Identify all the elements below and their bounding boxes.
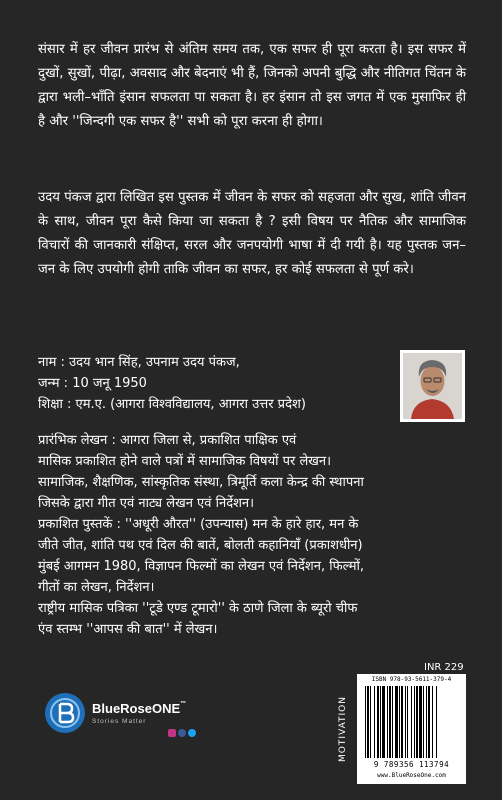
price-label: INR 229 <box>424 662 464 673</box>
author-birth: जन्म : 10 जनू 1950 <box>38 376 147 391</box>
category-label: MOTIVATION <box>338 695 349 763</box>
author-education: शिक्षा : एम.ए. (आगरा विश्वविद्यालय, आगरा उत्तर प्रदेश) <box>38 397 306 412</box>
twitter-icon <box>188 729 196 737</box>
isbn-text: ISBN 978-93-5611-379-4 <box>371 676 452 683</box>
bio-line: प्रकाशित पुस्तकें : ''अधूरी औरत'' (उपन्यास) मन के हारे हार, मन के <box>38 517 359 532</box>
bio-line: जिसके द्वारा गीत एवं नाट्य लेखन एवं निर्देशन। <box>38 496 255 511</box>
author-photo <box>400 350 465 422</box>
publisher-name: BlueRoseONE™ <box>92 701 187 716</box>
publisher-logo <box>44 692 234 740</box>
bio-line: मुंबई आगमन 1980, विज्ञापन फिल्मों का लेखन एवं निर्देशन, फिल्मों, <box>38 559 364 574</box>
instagram-icon <box>168 729 176 737</box>
website-url: www.BlueRoseOne.com <box>377 772 446 779</box>
bio-line: सामाजिक, शैक्षणिक, सांस्कृतिक संस्था, त्रिमूर्ति कला केन्द्र की स्थापना <box>38 475 364 490</box>
barcode <box>365 686 458 758</box>
bio-line: जीते जीत, शांति पथ एवं दिल की बातें, बोलती कहानियाँ (प्रकाशधीन) <box>38 538 363 553</box>
bio-line: राष्ट्रीय मासिक पत्रिका ''टूडे एण्ड टूमारो'' के ठाणे जिला के ब्यूरो चीफ <box>38 601 358 616</box>
bluerose-logo-icon <box>44 692 86 734</box>
bio-line: मासिक प्रकाशित होने वाले पत्रों में सामाजिक विषयों पर लेखन। <box>38 454 332 469</box>
publisher-tagline: Stories Matter <box>92 718 147 725</box>
blurb-paragraph-1: संसार में हर जीवन प्रारंभ से अंतिम समय तक, एक सफर ही पूरा करता है। इस सफर में दुखों, सुखों, पीढ़ा, अवसाद और बेदनाएं भी हैं, जिनको अपनी बुद्धि और नीतिगत चिंतन के द्वारा भली–भाँति इंसान सफलता पा सकता है। हर इंसान तो इस जगत में एक मुसाफिर ही है और ''जिन्दगी एक सफर है'' सभी को पूरा करना ही होगा। <box>38 42 466 129</box>
author-name: नाम : उदय भान सिंह, उपनाम उदय पंकज, <box>38 355 240 370</box>
bio-line: एंव स्तम्भ ''आपस की बात'' में लेखन। <box>38 622 218 637</box>
bio-line: गीतों का लेखन, निर्देशन। <box>38 580 155 595</box>
social-icons <box>168 729 196 737</box>
author-bio-details <box>38 430 468 640</box>
facebook-icon <box>178 729 186 737</box>
isbn-barcode-box <box>357 674 466 784</box>
barcode-digits: 9 789356 113794 <box>373 760 450 769</box>
bio-line: प्रारंभिक लेखन : आगरा जिला से, प्रकाशित पाक्षिक एवं <box>38 433 297 448</box>
blurb-paragraph-2: उदय पंकज द्वारा लिखित इस पुस्तक में जीवन के सफर को सहजता और सुख, शांति जीवन के साथ, जीवन पूरा कैसे किया जा सकता है ? इसी विषय पर नैतिक और सामाजिक विचारों की जानकारी संक्षिप्त, सरल और जनपयोगी भाषा में दी गयी है। यह पुस्तक जन–जन के लिए उपयोगी होगी ताकि जीवन का सफर, हर कोई सफलता से पूर्ण करे। <box>38 190 466 277</box>
